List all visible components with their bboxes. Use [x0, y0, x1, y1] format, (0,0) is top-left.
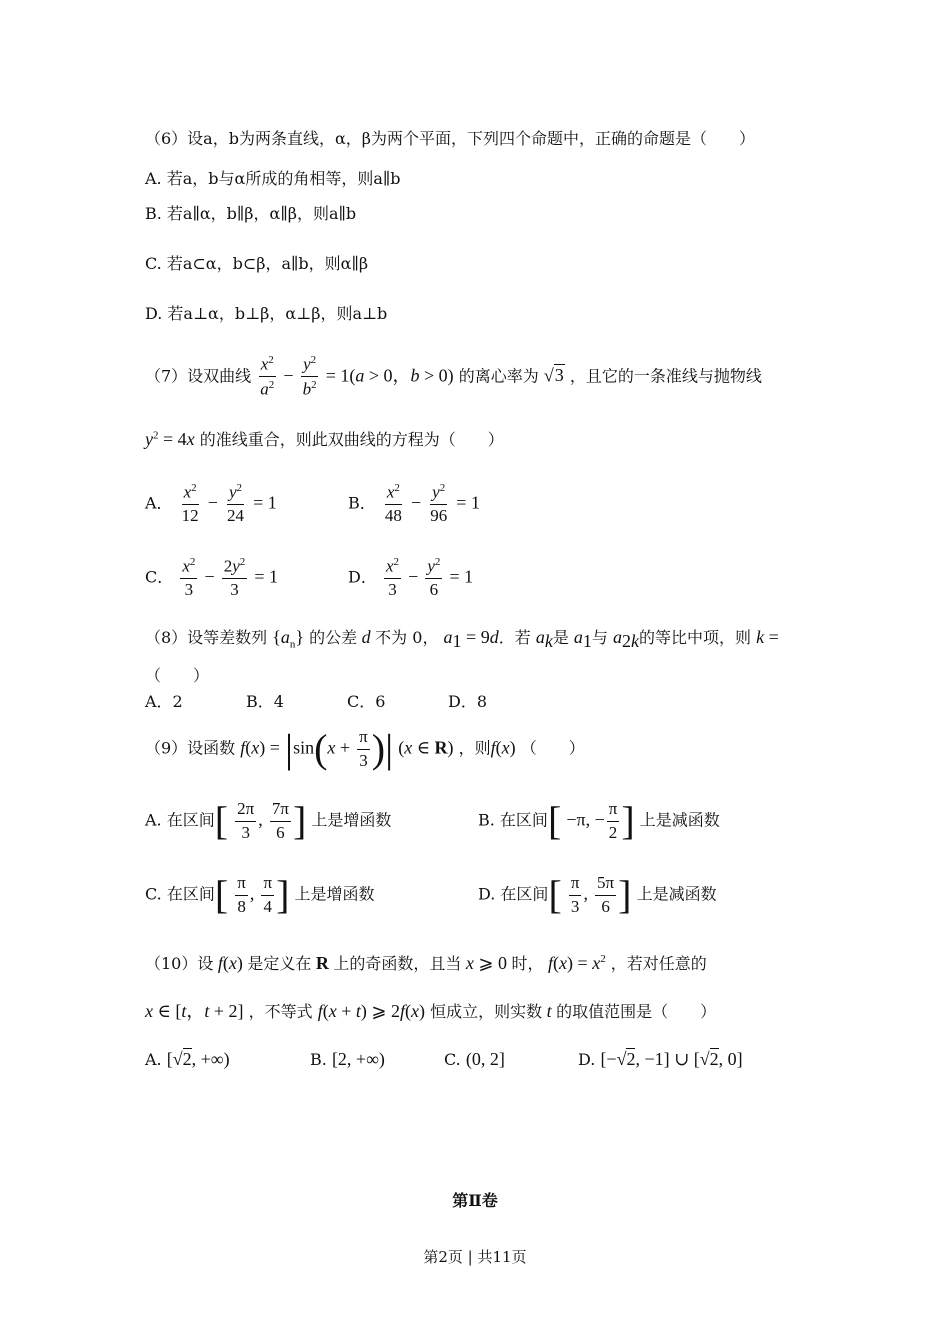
- q6-option-d: D. 若a⊥α，b⊥β，α⊥β，则a⊥b: [145, 304, 388, 323]
- q10-option-a: A. [√2, +∞): [145, 1049, 230, 1069]
- q7-stem-line2: $y^2 = 4x$ 的准线重合，则此双曲线的方程为（ ）: [145, 429, 504, 449]
- q6-stem: （6）设a，b为两条直线，α，β为两个平面，下列四个命题中，正确的命题是（ ）: [145, 129, 756, 148]
- frac-x2-a2: $\frac{x^2}{a^2}$: [260, 354, 275, 399]
- q8-option-a: A．2: [145, 692, 183, 711]
- frac-y2-b2: $\frac{y^2}{b^2}$: [302, 354, 317, 399]
- q9-option-b: B. 在区间[ −π, − $\frac{\pi}{2}$ ] 上是减函数: [478, 798, 720, 844]
- q6-option-c: C. 若a⊂α，b⊂β，a∥b，则α∥β: [145, 254, 369, 273]
- q7-option-d: D． $\frac{x^2}{3}$ − $\frac{y^2}{6}$ = 1: [348, 556, 474, 600]
- q10-stem-line2: x ∈ [t，t + 2] ，不等式 f(x + t) ⩾ 2f(x) 恒成立，则实数 t 的取值范围是（ ）: [145, 1001, 717, 1021]
- q9-stem: （9）设函数 f(x) = |sin(x + $\frac{\pi}{3}$ )| (x ∈ R) ，则f(x) （ ）: [145, 726, 585, 772]
- q9-option-a: A. 在区间[ $\frac{2\pi}{3}$ , $\frac{7\pi}{6}$ ] 上是增函数: [145, 798, 392, 844]
- q8-stem: （8）设等差数列 $\{a_n\}$ 的公差 d 不为 0， $a_1 = 9d$．若 $a_k$是 $a_1$与 $a_{2k}$的等比中项，则 k =: [145, 627, 779, 652]
- q7-option-c: C． $\frac{x^2}{3}$ − $\frac{2y^2}{3}$ = 1: [145, 556, 279, 600]
- q7-option-a: A． $\frac{x^2}{12}$ − $\frac{y^2}{24}$ = 1: [145, 482, 277, 526]
- q8-option-d: D．8: [448, 692, 488, 711]
- q9-option-c: C. 在区间[ $\frac{\pi}{8}$ , $\frac{\pi}{4}$ ] 上是增函数: [145, 872, 375, 918]
- q6-option-a: A. 若a，b与α所成的角相等，则a∥b: [145, 169, 401, 188]
- q10-option-d: D. [−√2, −1] ∪ [√2, 0]: [578, 1049, 743, 1069]
- page-footer: 第2页 | 共11页: [423, 1248, 527, 1266]
- q6-option-b: B. 若a∥α，b∥β，α∥β，则a∥b: [145, 204, 357, 223]
- q7-option-b: B． $\frac{x^2}{48}$ − $\frac{y^2}{96}$ = 1: [348, 482, 480, 526]
- q8-option-b: B．4: [246, 692, 284, 711]
- section-title: 第Ⅱ卷: [452, 1191, 498, 1210]
- q10-option-b: B. [2, +∞): [310, 1049, 385, 1069]
- q10-stem-line1: （10）设 f(x) 是定义在 R 上的奇函数，且当 x ⩾ 0 时， $f(x) = x^2$ ，若对任意的: [145, 953, 707, 973]
- q8-paren: （ ）: [145, 666, 210, 685]
- q9-option-d: D. 在区间[ $\frac{\pi}{3}$ , $\frac{5\pi}{6}$ ] 上是减函数: [478, 872, 717, 918]
- q7-stem-line1: （7）设双曲线 $\frac{x^2}{a^2}$ − $\frac{y^2}{b^2}$ = 1(a > 0，b > 0) 的离心率为 √3 ，且它的一条准线与抛物线: [145, 354, 762, 399]
- sqrt-3: √3: [543, 365, 564, 386]
- q8-option-c: C．6: [347, 692, 386, 711]
- q10-option-c: C. (0, 2]: [444, 1049, 505, 1069]
